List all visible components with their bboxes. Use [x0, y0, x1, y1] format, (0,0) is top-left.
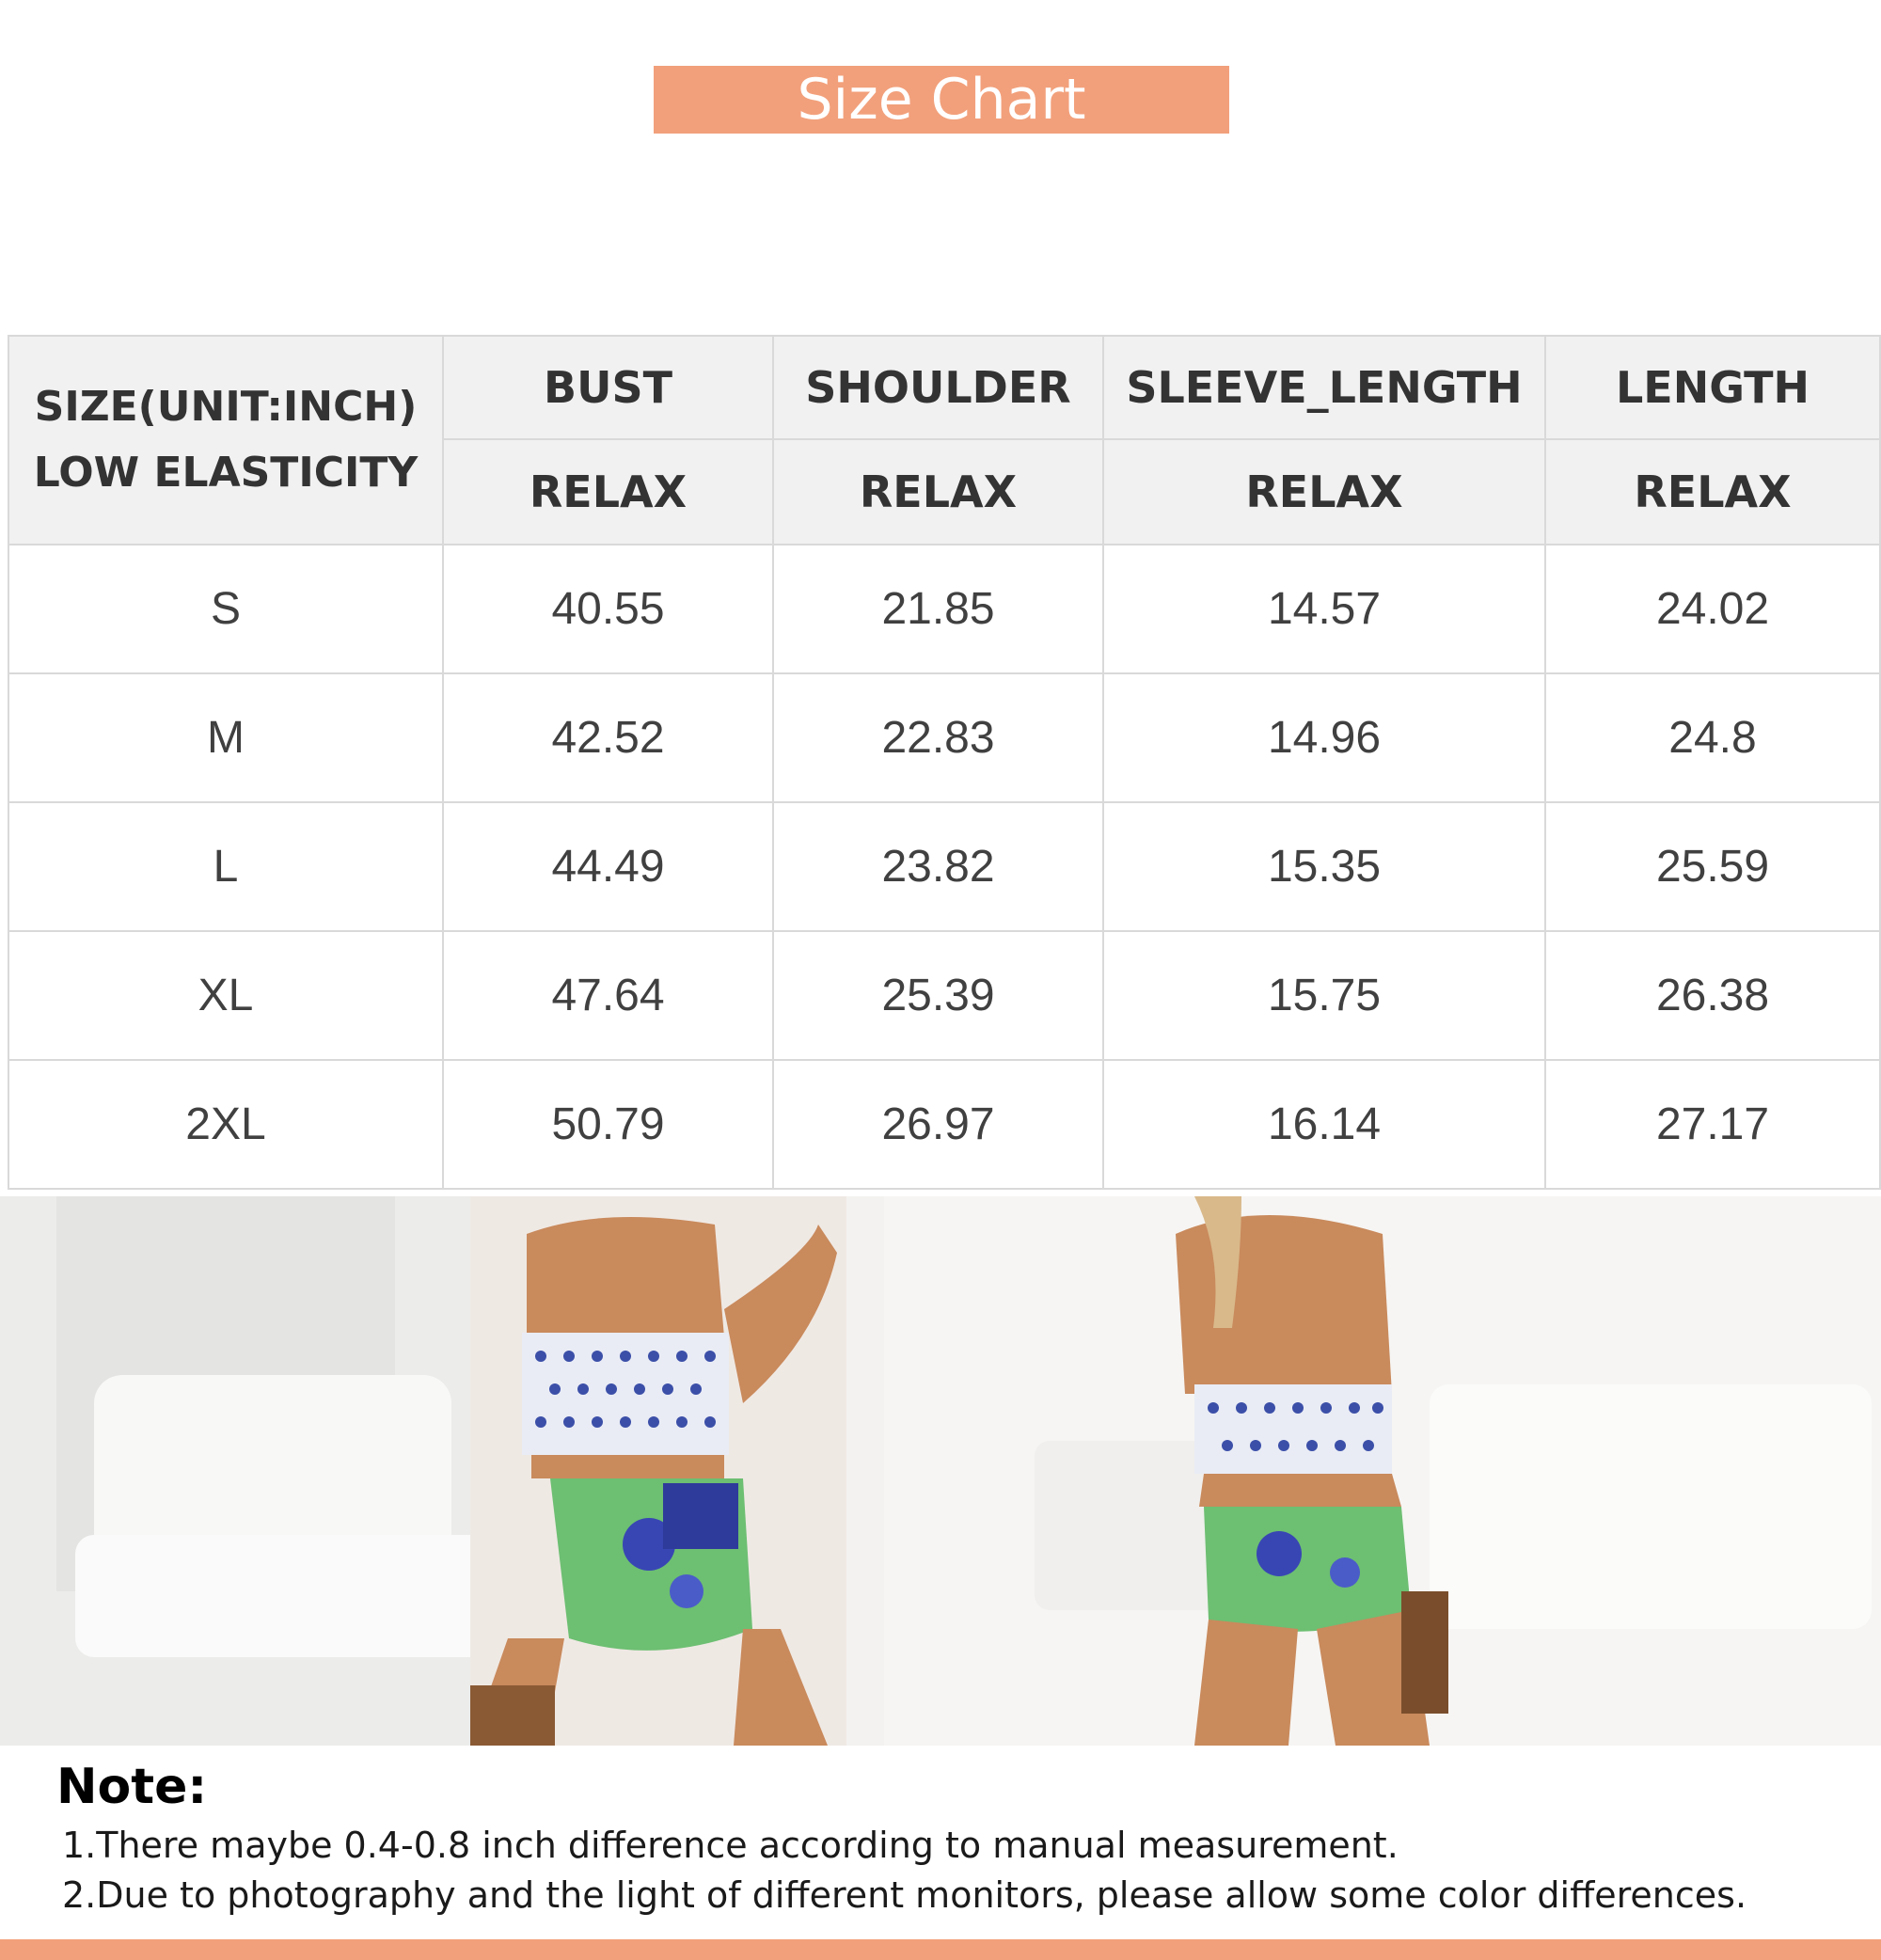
- table-header-row: [8, 336, 1880, 439]
- note-line-2: 2.Due to photography and the light of different monitors, please allow some color differences.: [62, 1874, 1747, 1916]
- table-cell: 40.55: [443, 545, 773, 673]
- size-cell: L: [8, 802, 443, 931]
- table-cell: 25.59: [1545, 802, 1880, 931]
- table-cell: 26.38: [1545, 931, 1880, 1060]
- table-cell: 15.35: [1103, 802, 1545, 931]
- corner-header-unit: SIZE(UNIT:INCH): [34, 383, 418, 431]
- bottom-accent-bar: [0, 1939, 1881, 1960]
- table-cell: 24.8: [1545, 673, 1880, 802]
- subheader-relax: RELAX: [773, 439, 1103, 545]
- note-line-1: 1.There maybe 0.4-0.8 inch difference according to manual measurement.: [62, 1825, 1399, 1866]
- table-row: [8, 673, 1880, 802]
- size-cell: M: [8, 673, 443, 802]
- table-cell: 44.49: [443, 802, 773, 931]
- front-view-photo: [470, 1196, 846, 1746]
- title-banner: [654, 66, 1229, 134]
- table-cell: 15.75: [1103, 931, 1545, 1060]
- table-cell: 23.82: [773, 802, 1103, 931]
- size-cell: XL: [8, 931, 443, 1060]
- size-cell: 2XL: [8, 1060, 443, 1189]
- table-cell: 14.57: [1103, 545, 1545, 673]
- size-cell: S: [8, 545, 443, 673]
- size-table: [8, 335, 1881, 1190]
- table-cell: 27.17: [1545, 1060, 1880, 1189]
- table-row: [8, 802, 1880, 931]
- subheader-relax: RELAX: [443, 439, 773, 545]
- table-cell: 47.64: [443, 931, 773, 1060]
- corner-header-cell: [8, 336, 443, 545]
- column-header-length: LENGTH: [1545, 336, 1880, 439]
- column-header-sleeve-length: SLEEVE_LENGTH: [1103, 336, 1545, 439]
- table-cell: 42.52: [443, 673, 773, 802]
- table-row: [8, 1060, 1880, 1189]
- table-cell: 22.83: [773, 673, 1103, 802]
- table-cell: 50.79: [443, 1060, 773, 1189]
- table-cell: 14.96: [1103, 673, 1545, 802]
- table-cell: 26.97: [773, 1060, 1103, 1189]
- page-title: Size Chart: [797, 67, 1086, 133]
- column-header-shoulder: SHOULDER: [773, 336, 1103, 439]
- subheader-relax: RELAX: [1545, 439, 1880, 545]
- table-cell: 21.85: [773, 545, 1103, 673]
- table-cell: 16.14: [1103, 1060, 1545, 1189]
- column-header-bust: BUST: [443, 336, 773, 439]
- table-row: [8, 931, 1880, 1060]
- table-cell: 24.02: [1545, 545, 1880, 673]
- subheader-relax: RELAX: [1103, 439, 1545, 545]
- corner-header-elasticity: LOW ELASTICITY: [33, 449, 419, 497]
- table-row: [8, 545, 1880, 673]
- table-cell: 25.39: [773, 931, 1103, 1060]
- product-photos: [0, 1196, 1881, 1746]
- product-photo-illustration: [0, 1196, 1881, 1746]
- note-heading: Note:: [56, 1759, 208, 1815]
